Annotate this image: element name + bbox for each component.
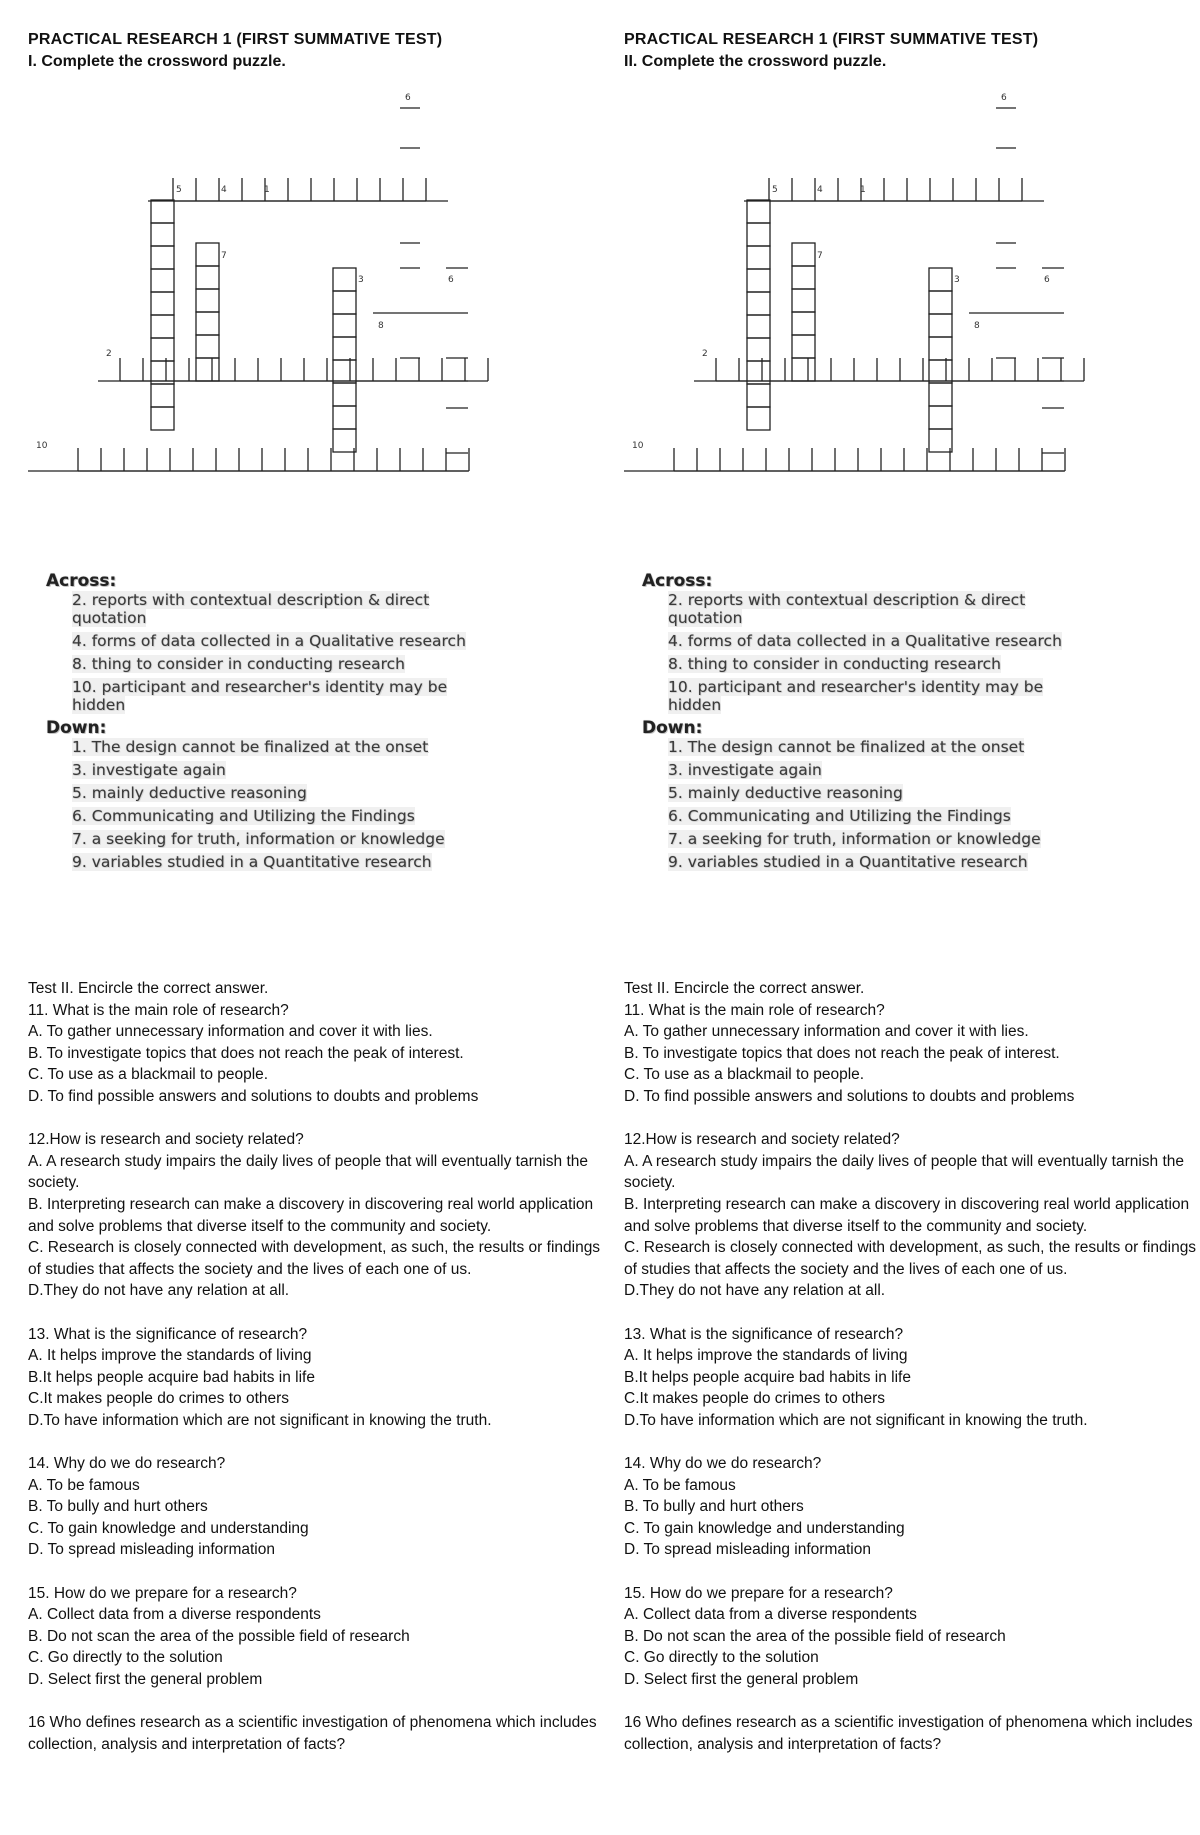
- question-text: 14. Why do we do research?: [624, 1455, 822, 1473]
- cell-number: 10: [632, 441, 644, 451]
- cell-number: 4: [817, 185, 823, 195]
- cell-number: 2: [106, 349, 112, 359]
- crossword-clues: [642, 572, 1082, 876]
- down-clue: 7. a seeking for truth, information or knowledge: [668, 830, 1041, 848]
- answer-option[interactable]: B. To bully and hurt others: [28, 1498, 208, 1516]
- answer-option[interactable]: A. It helps improve the standards of living: [28, 1347, 312, 1365]
- answer-option[interactable]: D.They do not have any relation at all.: [624, 1282, 886, 1300]
- question-block: [624, 1324, 1200, 1432]
- grid-cell: [929, 429, 952, 452]
- answer-option[interactable]: C. Research is closely connected with development, as such, the results or findings of studies that affects the society and the lives of each one of us.: [28, 1239, 601, 1278]
- grid-cell: [151, 315, 174, 338]
- grid-cell: [151, 407, 174, 430]
- question-block: [624, 1712, 1200, 1755]
- across-heading: Across:: [642, 571, 713, 591]
- answer-option[interactable]: C. Research is closely connected with development, as such, the results or findings of studies that affects the society and the lives of each one of us.: [624, 1239, 1197, 1278]
- crossword-puzzle: [28, 88, 588, 548]
- answer-option[interactable]: C. To gain knowledge and understanding: [624, 1519, 905, 1537]
- grid-cell: [792, 358, 815, 381]
- question-text: 13. What is the significance of research?: [624, 1325, 904, 1343]
- crossword-puzzle: [624, 88, 1184, 548]
- answer-option[interactable]: D. To find possible answers and solutions to doubts and problems: [624, 1087, 1075, 1105]
- cell-number: 7: [221, 251, 227, 261]
- question-text: 16 Who defines research as a scientific investigation of phenomena which includes collection, analysis and interpretation of facts?: [28, 1714, 597, 1753]
- grid-cell: [929, 406, 952, 429]
- cell-number: 7: [817, 251, 823, 261]
- answer-option[interactable]: B. To investigate topics that does not reach the peak of interest.: [28, 1044, 464, 1062]
- test-heading: Test II. Encircle the correct answer.: [28, 980, 269, 997]
- grid-cell: [792, 335, 815, 358]
- grid-cell: [333, 291, 356, 314]
- grid-cell: [747, 338, 770, 361]
- answer-option[interactable]: D. To find possible answers and solutions to doubts and problems: [28, 1087, 479, 1105]
- grid-cell: [747, 269, 770, 292]
- test-two: [624, 978, 1200, 1777]
- answer-option[interactable]: B. To bully and hurt others: [624, 1498, 804, 1516]
- grid-cell: [196, 335, 219, 358]
- grid-cell: [747, 407, 770, 430]
- grid-cell: [333, 429, 356, 452]
- question-text: 13. What is the significance of research?: [28, 1325, 308, 1343]
- question-block: [624, 1129, 1200, 1302]
- grid-cell: [929, 360, 952, 383]
- cell-number: 3: [358, 275, 364, 285]
- down-heading: Down:: [642, 718, 703, 738]
- down-clue: 5. mainly deductive reasoning: [72, 784, 307, 802]
- crossword-instruction: I. Complete the crossword puzzle.: [28, 53, 286, 70]
- answer-option[interactable]: D. Select first the general problem: [28, 1671, 263, 1688]
- down-clue: 6. Communicating and Utilizing the Findings: [72, 807, 415, 825]
- down-clue: 7. a seeking for truth, information or knowledge: [72, 830, 445, 848]
- answer-option[interactable]: C.It makes people do crimes to others: [624, 1390, 886, 1408]
- across-clue: 4. forms of data collected in a Qualitative research: [72, 632, 466, 650]
- page-title: PRACTICAL RESEARCH 1 (FIRST SUMMATIVE TEST): [28, 31, 443, 48]
- cell-number: 4: [221, 185, 227, 195]
- down-clue: 3. investigate again: [668, 761, 822, 779]
- across-clue: 4. forms of data collected in a Qualitative research: [668, 632, 1062, 650]
- crossword-grid: [624, 88, 1184, 548]
- answer-option[interactable]: B. Do not scan the area of the possible field of research: [624, 1627, 1006, 1645]
- grid-cell: [196, 243, 219, 266]
- crossword-clues: [46, 572, 486, 876]
- answer-option[interactable]: A. To gather unnecessary information and cover it with lies.: [624, 1023, 1029, 1041]
- cell-number: 3: [954, 275, 960, 285]
- across-clue: 2. reports with contextual description & direct quotation: [72, 591, 430, 627]
- cell-number: 8: [974, 321, 980, 331]
- answer-option[interactable]: D. To spread misleading information: [28, 1541, 275, 1559]
- answer-option[interactable]: D. To spread misleading information: [624, 1541, 871, 1559]
- question-block: [624, 1453, 1200, 1561]
- answer-option[interactable]: C. To use as a blackmail to people.: [624, 1066, 865, 1084]
- question-block: [624, 1000, 1200, 1108]
- test-two: [28, 978, 608, 1777]
- across-clue: 8. thing to consider in conducting research: [72, 655, 405, 673]
- grid-cell: [747, 200, 770, 223]
- answer-option[interactable]: C. Go directly to the solution: [28, 1649, 223, 1667]
- question-block: [28, 1324, 608, 1432]
- grid-cell: [196, 358, 219, 381]
- grid-cell: [792, 243, 815, 266]
- down-clue: 1. The design cannot be finalized at the onset: [72, 738, 429, 756]
- cell-number: 2: [702, 349, 708, 359]
- grid-cell: [151, 200, 174, 223]
- grid-cell: [151, 338, 174, 361]
- grid-cell: [151, 223, 174, 246]
- question-block: [28, 1129, 608, 1302]
- grid-cell: [196, 266, 219, 289]
- answer-option[interactable]: D.To have information which are not significant in knowing the truth.: [624, 1411, 1088, 1429]
- down-clue: 3. investigate again: [72, 761, 226, 779]
- answer-option[interactable]: B. Interpreting research can make a discovery in discovering real world application and solve problems that diverse itself to the community and society.: [624, 1195, 1190, 1235]
- grid-cell: [196, 289, 219, 312]
- cell-number: 1: [860, 185, 866, 195]
- answer-option[interactable]: D. Select first the general problem: [624, 1671, 859, 1688]
- answer-option[interactable]: A. To be famous: [624, 1476, 736, 1494]
- grid-cell: [333, 383, 356, 406]
- answer-option[interactable]: B. To investigate topics that does not reach the peak of interest.: [624, 1044, 1060, 1062]
- page-title: PRACTICAL RESEARCH 1 (FIRST SUMMATIVE TEST): [624, 31, 1039, 48]
- grid-cell: [929, 291, 952, 314]
- cell-number: 10: [36, 441, 48, 451]
- question-text: 15. How do we prepare for a research?: [28, 1584, 297, 1602]
- grid-cell: [151, 269, 174, 292]
- question-block: [28, 1712, 608, 1755]
- down-clue: 1. The design cannot be finalized at the onset: [668, 738, 1025, 756]
- answer-option[interactable]: A. A research study impairs the daily lives of people that will eventually tarnish the society.: [28, 1152, 589, 1192]
- grid-cell: [747, 292, 770, 315]
- answer-option[interactable]: C.It makes people do crimes to others: [28, 1390, 290, 1408]
- grid-cell: [333, 268, 356, 291]
- grid-cell: [929, 268, 952, 291]
- grid-cell: [792, 312, 815, 335]
- grid-cell: [929, 383, 952, 406]
- down-clue: 6. Communicating and Utilizing the Findings: [668, 807, 1011, 825]
- across-clue: 10. participant and researcher's identity may be hidden: [668, 678, 1044, 714]
- test-heading: Test II. Encircle the correct answer.: [624, 980, 865, 997]
- answer-option[interactable]: A. To gather unnecessary information and cover it with lies.: [28, 1023, 433, 1041]
- question-block: [28, 1000, 608, 1108]
- answer-option[interactable]: B. Do not scan the area of the possible field of research: [28, 1627, 410, 1645]
- answer-option[interactable]: A. A research study impairs the daily lives of people that will eventually tarnish the society.: [624, 1152, 1185, 1192]
- question-text: 14. Why do we do research?: [28, 1455, 226, 1473]
- grid-cell: [929, 314, 952, 337]
- answer-option[interactable]: D.To have information which are not significant in knowing the truth.: [28, 1411, 492, 1429]
- question-text: 11. What is the main role of research?: [28, 1001, 289, 1019]
- cell-number: 6: [1001, 93, 1007, 103]
- answer-option[interactable]: A. It helps improve the standards of living: [624, 1347, 908, 1365]
- grid-cell: [333, 406, 356, 429]
- crossword-instruction: II. Complete the crossword puzzle.: [624, 53, 887, 70]
- answer-option[interactable]: B. Interpreting research can make a discovery in discovering real world application and solve problems that diverse itself to the community and society.: [28, 1195, 594, 1235]
- down-clue: 9. variables studied in a Quantitative research: [668, 853, 1028, 871]
- grid-cell: [747, 315, 770, 338]
- test-column-left: [28, 0, 608, 1835]
- answer-option[interactable]: B.It helps people acquire bad habits in life: [28, 1368, 315, 1386]
- grid-cell: [151, 246, 174, 269]
- answer-option[interactable]: A. Collect data from a diverse respondents: [624, 1606, 917, 1624]
- across-clue: 10. participant and researcher's identity may be hidden: [72, 678, 448, 714]
- grid-cell: [792, 289, 815, 312]
- question-text: 12.How is research and society related?: [28, 1131, 304, 1149]
- question-text: 15. How do we prepare for a research?: [624, 1584, 893, 1602]
- answer-option[interactable]: D.They do not have any relation at all.: [28, 1282, 290, 1300]
- crossword-grid: [28, 88, 588, 548]
- grid-cell: [747, 223, 770, 246]
- grid-cell: [929, 337, 952, 360]
- answer-option[interactable]: C. Go directly to the solution: [624, 1649, 819, 1667]
- grid-cell: [333, 360, 356, 383]
- question-block: [28, 1583, 608, 1691]
- grid-cell: [196, 312, 219, 335]
- question-text: 11. What is the main role of research?: [624, 1001, 885, 1019]
- cell-number: 5: [772, 185, 778, 195]
- grid-cell: [151, 292, 174, 315]
- cell-number: 6: [405, 93, 411, 103]
- down-clue: 5. mainly deductive reasoning: [668, 784, 903, 802]
- across-clue: 2. reports with contextual description & direct quotation: [668, 591, 1026, 627]
- cell-number: 8: [378, 321, 384, 331]
- answer-option[interactable]: B.It helps people acquire bad habits in life: [624, 1368, 911, 1386]
- grid-cell: [333, 337, 356, 360]
- question-text: 16 Who defines research as a scientific investigation of phenomena which includes collection, analysis and interpretation of facts?: [624, 1714, 1193, 1753]
- question-block: [624, 1583, 1200, 1691]
- question-block: [28, 1453, 608, 1561]
- answer-option[interactable]: A. To be famous: [28, 1476, 140, 1494]
- cell-number: 6: [448, 275, 454, 285]
- across-heading: Across:: [46, 571, 117, 591]
- across-clue: 8. thing to consider in conducting research: [668, 655, 1001, 673]
- answer-option[interactable]: C. To use as a blackmail to people.: [28, 1066, 269, 1084]
- down-clue: 9. variables studied in a Quantitative research: [72, 853, 432, 871]
- grid-cell: [792, 266, 815, 289]
- grid-cell: [333, 314, 356, 337]
- answer-option[interactable]: C. To gain knowledge and understanding: [28, 1519, 309, 1537]
- grid-cell: [747, 246, 770, 269]
- cell-number: 1: [264, 185, 270, 195]
- down-heading: Down:: [46, 718, 107, 738]
- cell-number: 6: [1044, 275, 1050, 285]
- test-column-right: [624, 0, 1200, 1835]
- grid-cell: [747, 384, 770, 407]
- grid-cell: [151, 384, 174, 407]
- answer-option[interactable]: A. Collect data from a diverse respondents: [28, 1606, 321, 1624]
- cell-number: 5: [176, 185, 182, 195]
- question-text: 12.How is research and society related?: [624, 1131, 900, 1149]
